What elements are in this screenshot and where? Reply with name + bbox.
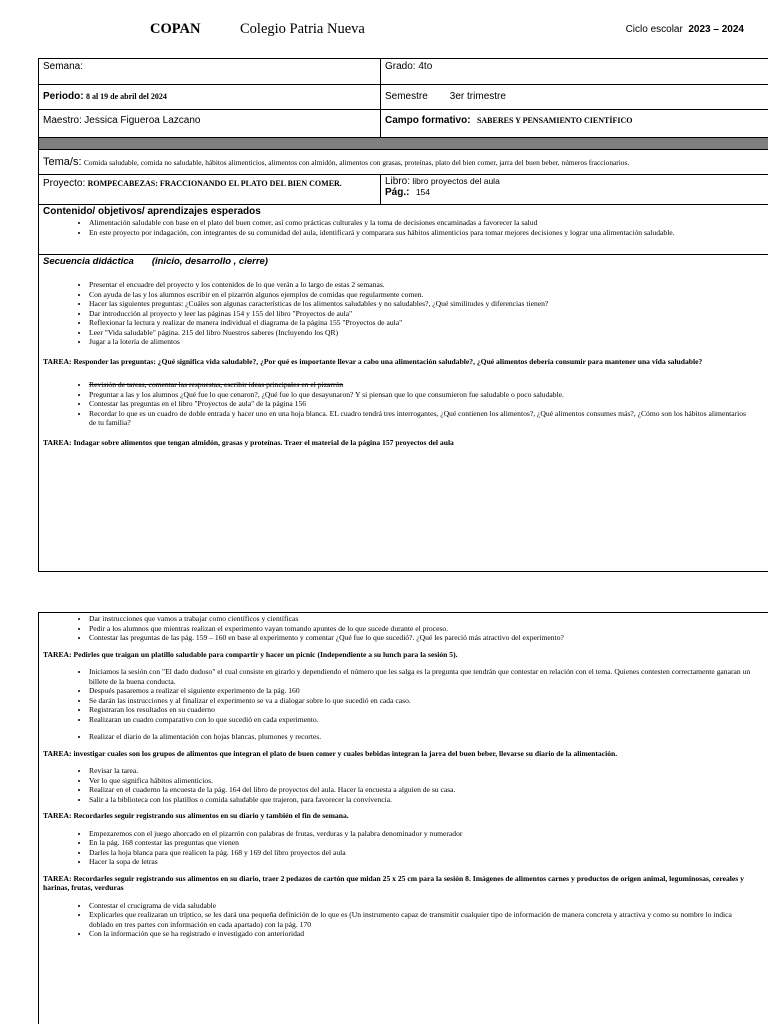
libro-label: Libro: [385, 176, 411, 187]
row-contenido [39, 206, 768, 255]
secuencia-section [39, 256, 768, 571]
activity-item: • Realizar el diario de la alimentación con hojas blancas, plumones y recortes. [89, 732, 768, 742]
periodo-cell [39, 85, 381, 109]
campo-label: Campo formativo: [385, 115, 471, 126]
school-short-name: COPAN [150, 21, 201, 37]
secuencia-item: • Presentar el encuadre del proyecto y los contenidos de lo que verán a lo largo de estas 2 semanas. [89, 280, 768, 290]
secuencia-item: • Hacer las siguientes preguntas: ¿Cuáles son algunas características de los alimentos saludables y no saludables?, ¿Qué similitudes y diferencias tienen? [89, 299, 768, 309]
tarea-text: TAREA: Pedirles que traigan un platillo saludable para compartir y hacer un picnic (Independiente a su lunch para la sesión 5). [43, 649, 458, 659]
activity-item: • Revisar la tarea. [89, 766, 768, 776]
proyecto-cell [39, 175, 381, 204]
page-header [0, 0, 768, 58]
activity-item: • Dar instrucciones que vamos a trabajar como científicos y científicas [89, 614, 768, 624]
periodo-label: Periodo: [43, 91, 84, 102]
secuencia-subtitle: (inicio, desarrollo , cierre) [151, 256, 268, 267]
activity-item: • Ver lo que significa hábitos alimenticios. [89, 776, 768, 786]
secuencia-item: • Leer "Vida saludable" página. 215 del libro Nuestros saberes (Incluyendo los QR) [89, 328, 768, 338]
pag-value: 154 [415, 187, 431, 197]
secuencia-item: • Dar introducción al proyecto y leer las páginas 154 y 155 del libro "Proyectos de aula" [89, 309, 768, 319]
page2-list-2 [39, 667, 768, 724]
secuencia-item: • Revisión de tareas, comentar las respuestas, escribir ideas principales en el pizarrón [89, 380, 748, 390]
page2-list-4 [39, 829, 768, 867]
tarea-text: TAREA: Recordarles seguir registrando sus alimentos en su diario y también el fin de semana. [43, 811, 349, 820]
secuencia-item: • Preguntar a las y los alumnos ¿Qué fue lo que cenaron?, ¿Qué fue lo que desayunaron? Y si piensan que lo que consumieron fue saludable o poco saludable. [89, 390, 748, 400]
pag-label: Pág.: [385, 187, 410, 198]
semestre-cell [381, 85, 768, 109]
page-two-continuation [38, 612, 768, 1024]
tarea-text: TAREA: Indagar sobre alimentos que tengan almidón, grasas y proteínas. Traer el material de la página 157 proyectos del aula [43, 437, 454, 447]
page2-list-1 [39, 614, 768, 643]
maestro-label: Maestro: [43, 115, 82, 126]
maestro-value: Jessica Figueroa Lazcano [84, 115, 201, 126]
activity-item: • Contestar el crucigrama de vida saludable [89, 901, 752, 911]
activity-item: • Realizar en el cuaderno la encuesta de la pág. 164 del libro de proyectos del aula. Hacer la encuesta a alguien de su casa. [89, 785, 768, 795]
tarea-text: TAREA: investigar cuales son los grupos de alimentos que integran el plato de buen comer y cuales bebidas integran la jarra del buen beber, llevarse su diario de la alimentación. [43, 748, 618, 758]
activity-item: • Pedir a los alumnos que mientras realizan el experimento vayan tomando apuntes de lo que sucede durante el proceso. [89, 624, 768, 634]
page2-list-3 [39, 766, 768, 804]
planning-table [38, 58, 768, 572]
temas-value: Comida saludable, comida no saludable, hábitos alimenticios, alimentos con almidón, alimentos con grasas, proteínas, plato del bien comer, jarra del buen beber, números fraccionarios. [83, 158, 630, 167]
semana-cell [39, 59, 381, 84]
activity-item: • En la pág. 168 contestar las preguntas que vienen [89, 838, 768, 848]
tarea-text: TAREA: Responder las preguntas: ¿Qué significa vida saludable?, ¿Por qué es importante llevar a cabo una alimentación saludable?, ¿Qué alimentos debería consumir para mantener una vida saludable? [43, 356, 703, 366]
campo-value: SABERES Y PENSAMIENTO CIENTÍFICO [476, 116, 633, 125]
activity-item: • Salir a la biblioteca con los platillos o comida saludable que trajeron, para favorecer la convivencia. [89, 795, 768, 805]
grado-cell [381, 59, 768, 84]
secuencia-title [43, 256, 768, 267]
libro-cell [380, 175, 768, 204]
row-temas [39, 150, 768, 175]
contenido-list [39, 218, 768, 237]
activity-item: • Hacer la sopa de letras [89, 857, 768, 867]
periodo-value: 8 al 19 de abril del 2024 [85, 92, 167, 101]
row-proyecto [39, 175, 768, 205]
contenido-item: • En este proyecto por indagación, con integrantes de su comunidad del aula, identificará y comparara sus hábitos alimenticios para tomar mejores decisiones y lograr una alimentación saludable. [89, 228, 742, 238]
libro-value: libro proyectos del aula [412, 176, 500, 186]
cycle-label: Ciclo escolar [625, 24, 683, 35]
secuencia-item: • Con ayuda de las y los alumnos escribir en el pizarrón algunos ejemplos de comidas que regularmente comen. [89, 290, 768, 300]
gray-divider [39, 138, 768, 150]
tarea-text: TAREA: Recordarles seguir registrando sus alimentos en su diario, traer 2 pedazos de cartón que midan 25 x 25 cm para la sesión 8. Imágenes de alimentos carnes y productos de origen animal, leguminosas, cereales y harinas, frutas, verduras [43, 873, 744, 892]
semestre-value: 3er trimestre [449, 91, 506, 102]
school-full-name: Colegio Patria Nueva [240, 21, 365, 37]
temas-cell [39, 154, 768, 170]
activity-item: • Realizaran un cuadro comparativo con lo que sucedió en cada experimento. [89, 715, 752, 725]
activity-item: • Contestar las preguntas de las pág. 159 – 160 en base al experimento y comentar ¿Qué fue lo que sucedió?. ¿Qué les pareció más atractivo del experimento? [89, 633, 768, 643]
secuencia-item: • Recordar lo que es un cuadro de doble entrada y hacer uno en una hoja blanca. EL cuadro tendrá tres interrogantes, ¿Qué contienen los alimentos?, ¿Qué alimentos consumes más?, ¿Cómo son los hábitos alimentarios de tu familia? [89, 409, 748, 428]
contenido-item: • Alimentación saludable con base en el plato del buen comer, así como prácticas culturales y la toma de decisiones encaminadas a favorecer la salud [89, 218, 742, 228]
cycle-value: 2023 – 2024 [688, 24, 744, 35]
activity-item: • Registraran los resultados en su cuaderno [89, 705, 752, 715]
secuencia-item: • Reflexionar la lectura y realizar de manera individual el diagrama de la página 155 "Proyectos de aula" [89, 318, 768, 328]
activity-item: • Iniciamos la sesión con "El dado dudoso" el cual consiste en girarlo y dependiendo el número que les salga es la pregunta que tendrán que contestar en relación con el tema. Quienes contesten correctamente ganaran un billete de la buena conducta. [89, 667, 752, 686]
secuencia-list-1 [39, 280, 768, 347]
secuencia-title-text: Secuencia didáctica [43, 256, 134, 267]
proyecto-label: Proyecto: [43, 178, 86, 189]
secuencia-list-2 [39, 380, 768, 428]
temas-label: Tema/s: [43, 156, 82, 168]
maestro-cell [39, 110, 381, 137]
row-periodo [39, 85, 768, 110]
activity-item: • Empezaremos con el juego ahorcado en el pizarrón con palabras de frutas, verduras y la palabra denominador y numerador [89, 829, 768, 839]
row-semana [39, 59, 768, 85]
page2-list-2b [39, 732, 768, 742]
activity-item: • Se darán las instrucciones y al finalizar el experimento se va a dialogar sobre lo que sucedió en cada caso. [89, 696, 752, 706]
campo-cell [381, 110, 768, 137]
activity-item: • Explicarles que realizaran un tríptico, se les dará una pequeña definición de lo que es (Un instrumento capaz de transmitir cualquier tipo de información de manera concreta y atractiva y como su nombre lo indica doblado en tres partes con información en cada apartado) con la pág. 170 [89, 910, 752, 929]
proyecto-value: ROMPECABEZAS: FRACCIONANDO EL PLATO DEL BIEN COMER. [87, 179, 342, 188]
contenido-title: Contenido/ objetivos/ aprendizajes esperados [43, 206, 261, 217]
school-cycle [626, 24, 744, 35]
grado-label: Grado: 4to [385, 61, 433, 72]
activity-item: • Después pasaremos a realizar el siguiente experimento de la pág. 160 [89, 686, 752, 696]
secuencia-item: • Contestar las preguntas en el libro "Proyectos de aula" de la página 156 [89, 399, 748, 409]
secuencia-item: • Jugar a la lotería de alimentos [89, 337, 768, 347]
activity-item: • Con la información que se ha registrado e investigado con anterioridad [89, 929, 752, 939]
row-maestro [39, 110, 768, 138]
semestre-label: Semestre [385, 91, 428, 102]
semana-label: Semana: [43, 61, 84, 72]
activity-item: • Darles la hoja blanca para que realicen la pág. 168 y 169 del libro proyectos del aula [89, 848, 768, 858]
page2-list-5 [39, 901, 768, 939]
